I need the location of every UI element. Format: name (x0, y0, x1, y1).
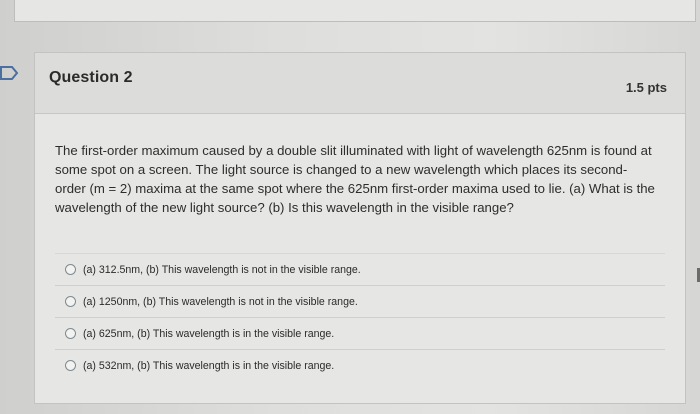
answer-label[interactable]: (a) 1250nm, (b) This wavelength is not in the visible range. (83, 295, 358, 308)
question-card (34, 52, 686, 404)
radio-button-icon[interactable] (65, 296, 76, 307)
question-title: Question 2 (49, 69, 133, 86)
answer-label[interactable]: (a) 312.5nm, (b) This wavelength is not in the visible range. (83, 263, 361, 276)
answer-option[interactable] (55, 349, 665, 381)
answer-label[interactable]: (a) 532nm, (b) This wavelength is in the visible range. (83, 359, 335, 372)
radio-button-icon[interactable] (65, 264, 76, 275)
radio-button-icon[interactable] (65, 328, 76, 339)
answer-option[interactable] (55, 285, 665, 317)
answer-label[interactable]: (a) 625nm, (b) This wavelength is in the visible range. (83, 327, 335, 340)
question-header (35, 53, 685, 114)
flag-icon[interactable] (0, 64, 20, 82)
radio-button-icon[interactable] (65, 360, 76, 371)
previous-question-card (14, 0, 696, 22)
answer-option[interactable] (55, 317, 665, 349)
question-points: 1.5 pts (625, 80, 667, 95)
answer-list (55, 253, 665, 381)
answer-option[interactable] (55, 253, 665, 285)
question-text: The first-order maximum caused by a double slit illuminated with light of wavelength 625nm is found at some spot on a screen. The light source is changed to a new wavelength which places its second-order (m = 2) maxima at the same spot where the 625nm first-order maxima used to lie. (a) What is the wavelength of the new light source? (b) Is this wavelength in the visible range? (55, 143, 655, 215)
